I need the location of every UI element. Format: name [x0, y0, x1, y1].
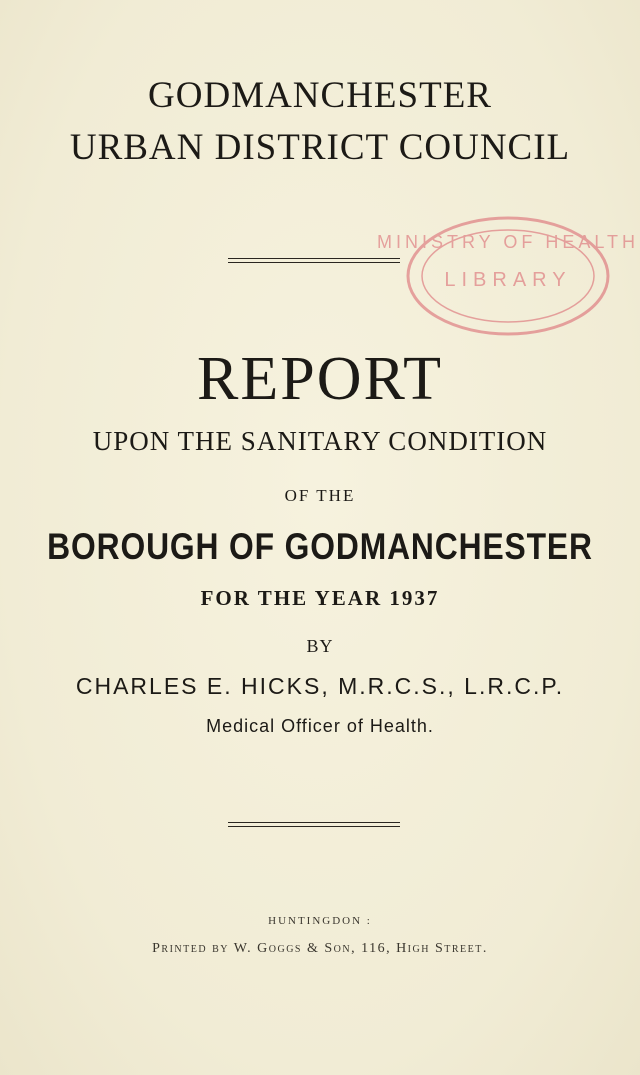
report-title: REPORT: [197, 345, 443, 413]
top-divider-rule: [228, 258, 400, 263]
author-name: CHARLES E. HICKS, M.R.C.S., L.R.C.P.: [75, 673, 565, 699]
report-year: FOR THE YEAR 1937: [200, 586, 440, 610]
council-title-line-1: GODMANCHESTER: [148, 75, 492, 116]
of-the-text: OF THE: [284, 486, 356, 505]
imprint-printer: Printed by W. Goggs & Son, 116, High Street.: [152, 941, 488, 956]
svg-text:LIBRARY: LIBRARY: [444, 269, 572, 291]
library-stamp: [376, 206, 640, 346]
borough-name: BOROUGH OF GODMANCHESTER: [47, 526, 593, 567]
by-text: BY: [306, 636, 334, 656]
imprint-place: HUNTINGDON :: [268, 915, 372, 927]
bottom-divider-rule: [228, 822, 400, 827]
svg-text:MINISTRY OF HEALTH: MINISTRY OF HEALTH: [376, 232, 640, 252]
author-office: Medical Officer of Health.: [206, 716, 434, 736]
report-subtitle: UPON THE SANITARY CONDITION: [92, 426, 548, 456]
council-title-line-2: URBAN DISTRICT COUNCIL: [69, 127, 571, 168]
